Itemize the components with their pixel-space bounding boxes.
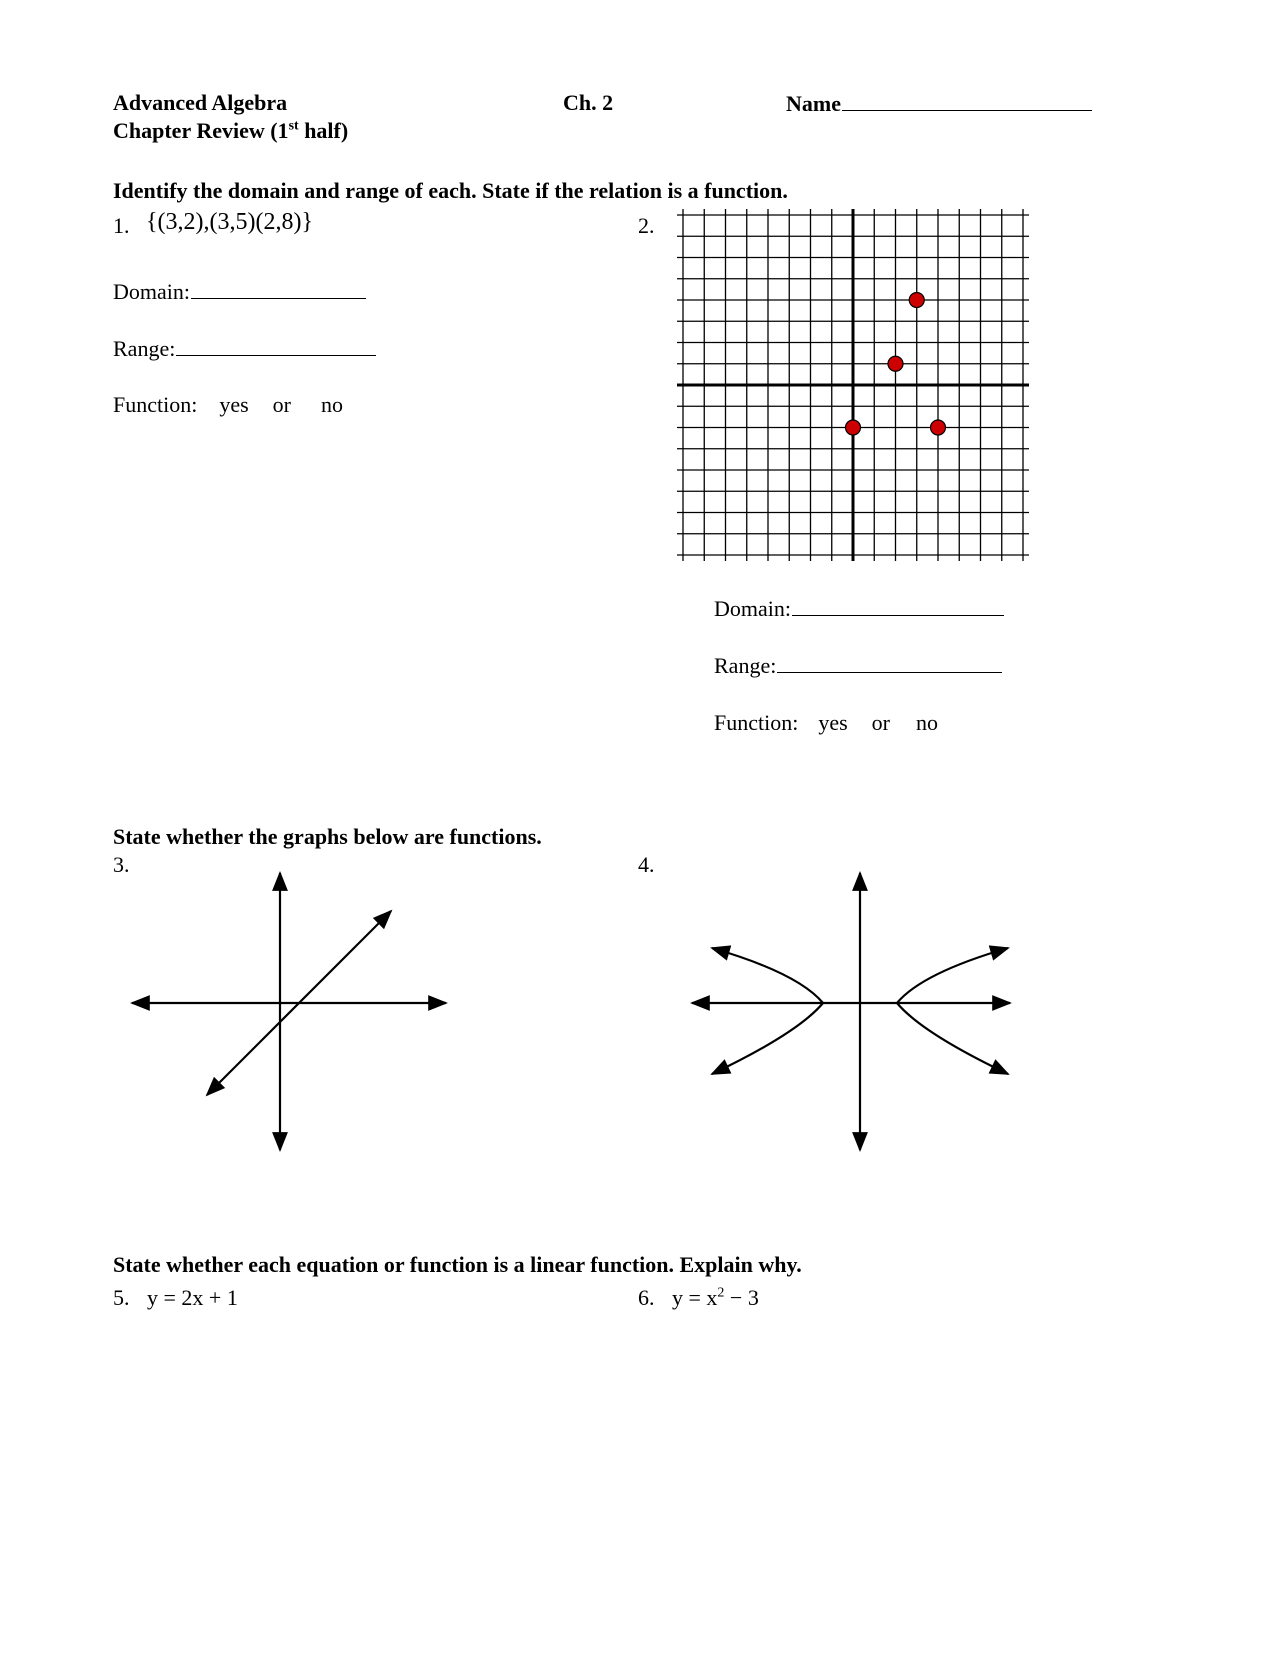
q2-domain[interactable]: Domain:	[714, 595, 1004, 622]
q5-number: 5.	[113, 1285, 130, 1310]
q4-left-branch	[712, 948, 823, 1074]
q1-no-option[interactable]: no	[321, 392, 343, 417]
q5-equation: y = 2x + 1	[147, 1285, 238, 1310]
chapter-label: Ch. 2	[563, 90, 614, 115]
q3-number: 3.	[113, 852, 130, 877]
q1-relation: {(3,2),(3,5)(2,8)}	[146, 209, 313, 235]
q1-domain[interactable]: Domain:	[113, 278, 366, 305]
section3-instructions: State whether each equation or function is a linear function. Explain why.	[113, 1252, 802, 1277]
q6-equation: $y = x^2 - 3$	[672, 1285, 759, 1310]
q2-no-option[interactable]: no	[916, 710, 938, 735]
q2-range[interactable]: Range:	[714, 652, 1002, 679]
q2-function: Function: yes or no	[714, 710, 938, 735]
section2-instructions: State whether the graphs below are functions.	[113, 824, 542, 849]
q2-yes-option[interactable]: yes	[818, 710, 848, 735]
q4-number: 4.	[638, 852, 655, 877]
review-title: Chapter Review (1st half)	[113, 118, 349, 143]
q2-or: or	[871, 710, 890, 735]
course-title: Advanced Algebra	[113, 90, 288, 115]
q4-right-branch	[897, 948, 1008, 1074]
q1-range[interactable]: Range:	[113, 335, 376, 362]
q2-number: 2.	[638, 213, 655, 238]
q1-or: or	[272, 392, 291, 417]
name-field[interactable]: Name	[786, 90, 1092, 117]
q1-function: Function: yes or no	[113, 392, 343, 417]
q1-number: 1.	[113, 213, 130, 238]
section1-instructions: Identify the domain and range of each. State if the relation is a function.	[113, 178, 788, 203]
q6-number: 6.	[638, 1285, 655, 1310]
q1-yes-option[interactable]: yes	[219, 392, 249, 417]
